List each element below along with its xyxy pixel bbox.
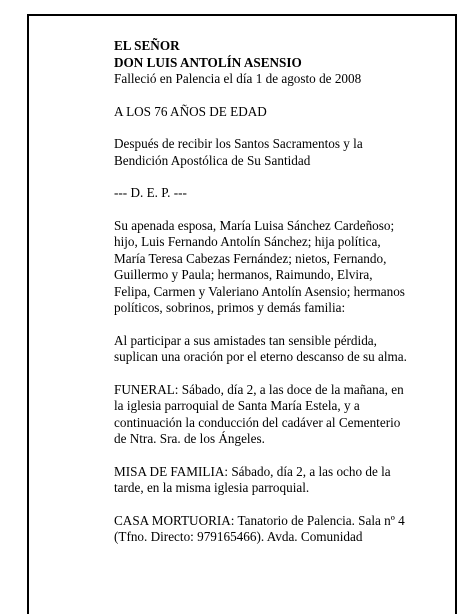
death-line: Falleció en Palencia el día 1 de agosto de 2008 <box>114 71 362 86</box>
spacer <box>114 120 414 136</box>
sacraments-line: Después de recibir los Santos Sacramentos y la <box>114 136 363 151</box>
request-line: Al participar a sus amistades tan sensible pérdida, <box>114 332 377 348</box>
rip-line: --- D. E. P. --- <box>114 185 187 200</box>
family-line: políticos, sobrinos, primos y demás familia: <box>114 300 346 315</box>
spacer <box>114 366 414 382</box>
funeral-line: la iglesia parroquial de Santa María Estela, y a <box>114 398 360 413</box>
mortuary-line: CASA MORTUORIA: Tanatorio de Palencia. Sala nº 4 <box>114 512 405 528</box>
spacer <box>114 88 414 104</box>
age-line: A LOS 76 AÑOS DE EDAD <box>114 103 267 119</box>
spacer <box>114 448 414 464</box>
spacer <box>114 317 414 333</box>
funeral-line: continuación la conducción del cadáver al Cementerio <box>114 414 401 430</box>
family-line: María Teresa Cabezas Fernández; nietos, Fernando, <box>114 250 387 266</box>
deceased-title: EL SEÑOR <box>114 38 180 53</box>
mortuary-line: (Tfno. Directo: 979165466). Avda. Comunidad <box>114 529 363 544</box>
mass-line: MISA DE FAMILIA: Sábado, día 2, a las ocho de la <box>114 463 391 479</box>
family-line: hijo, Luis Fernando Antolín Sánchez; hija política, <box>114 234 381 249</box>
spacer <box>114 202 414 218</box>
sacraments-line: Bendición Apostólica de Su Santidad <box>114 152 311 168</box>
request-line: suplican una oración por el eterno descanso de su alma. <box>114 349 407 364</box>
funeral-line: de Ntra. Sra. de los Ángeles. <box>114 431 265 446</box>
obituary-notice <box>114 38 414 546</box>
family-line: Felipa, Carmen y Valeriano Antolín Asensio; hermanos <box>114 283 405 299</box>
spacer <box>114 497 414 513</box>
funeral-line: FUNERAL: Sábado, día 2, a las doce de la mañana, en <box>114 381 404 397</box>
family-line: Guillermo y Paula; hermanos, Raimundo, Elvira, <box>114 267 373 282</box>
deceased-name: DON LUIS ANTOLÍN ASENSIO <box>114 54 302 70</box>
spacer <box>114 169 414 185</box>
family-line: Su apenada esposa, María Luisa Sánchez Cardeñoso; <box>114 217 395 233</box>
mass-line: tarde, en la misma iglesia parroquial. <box>114 480 310 495</box>
